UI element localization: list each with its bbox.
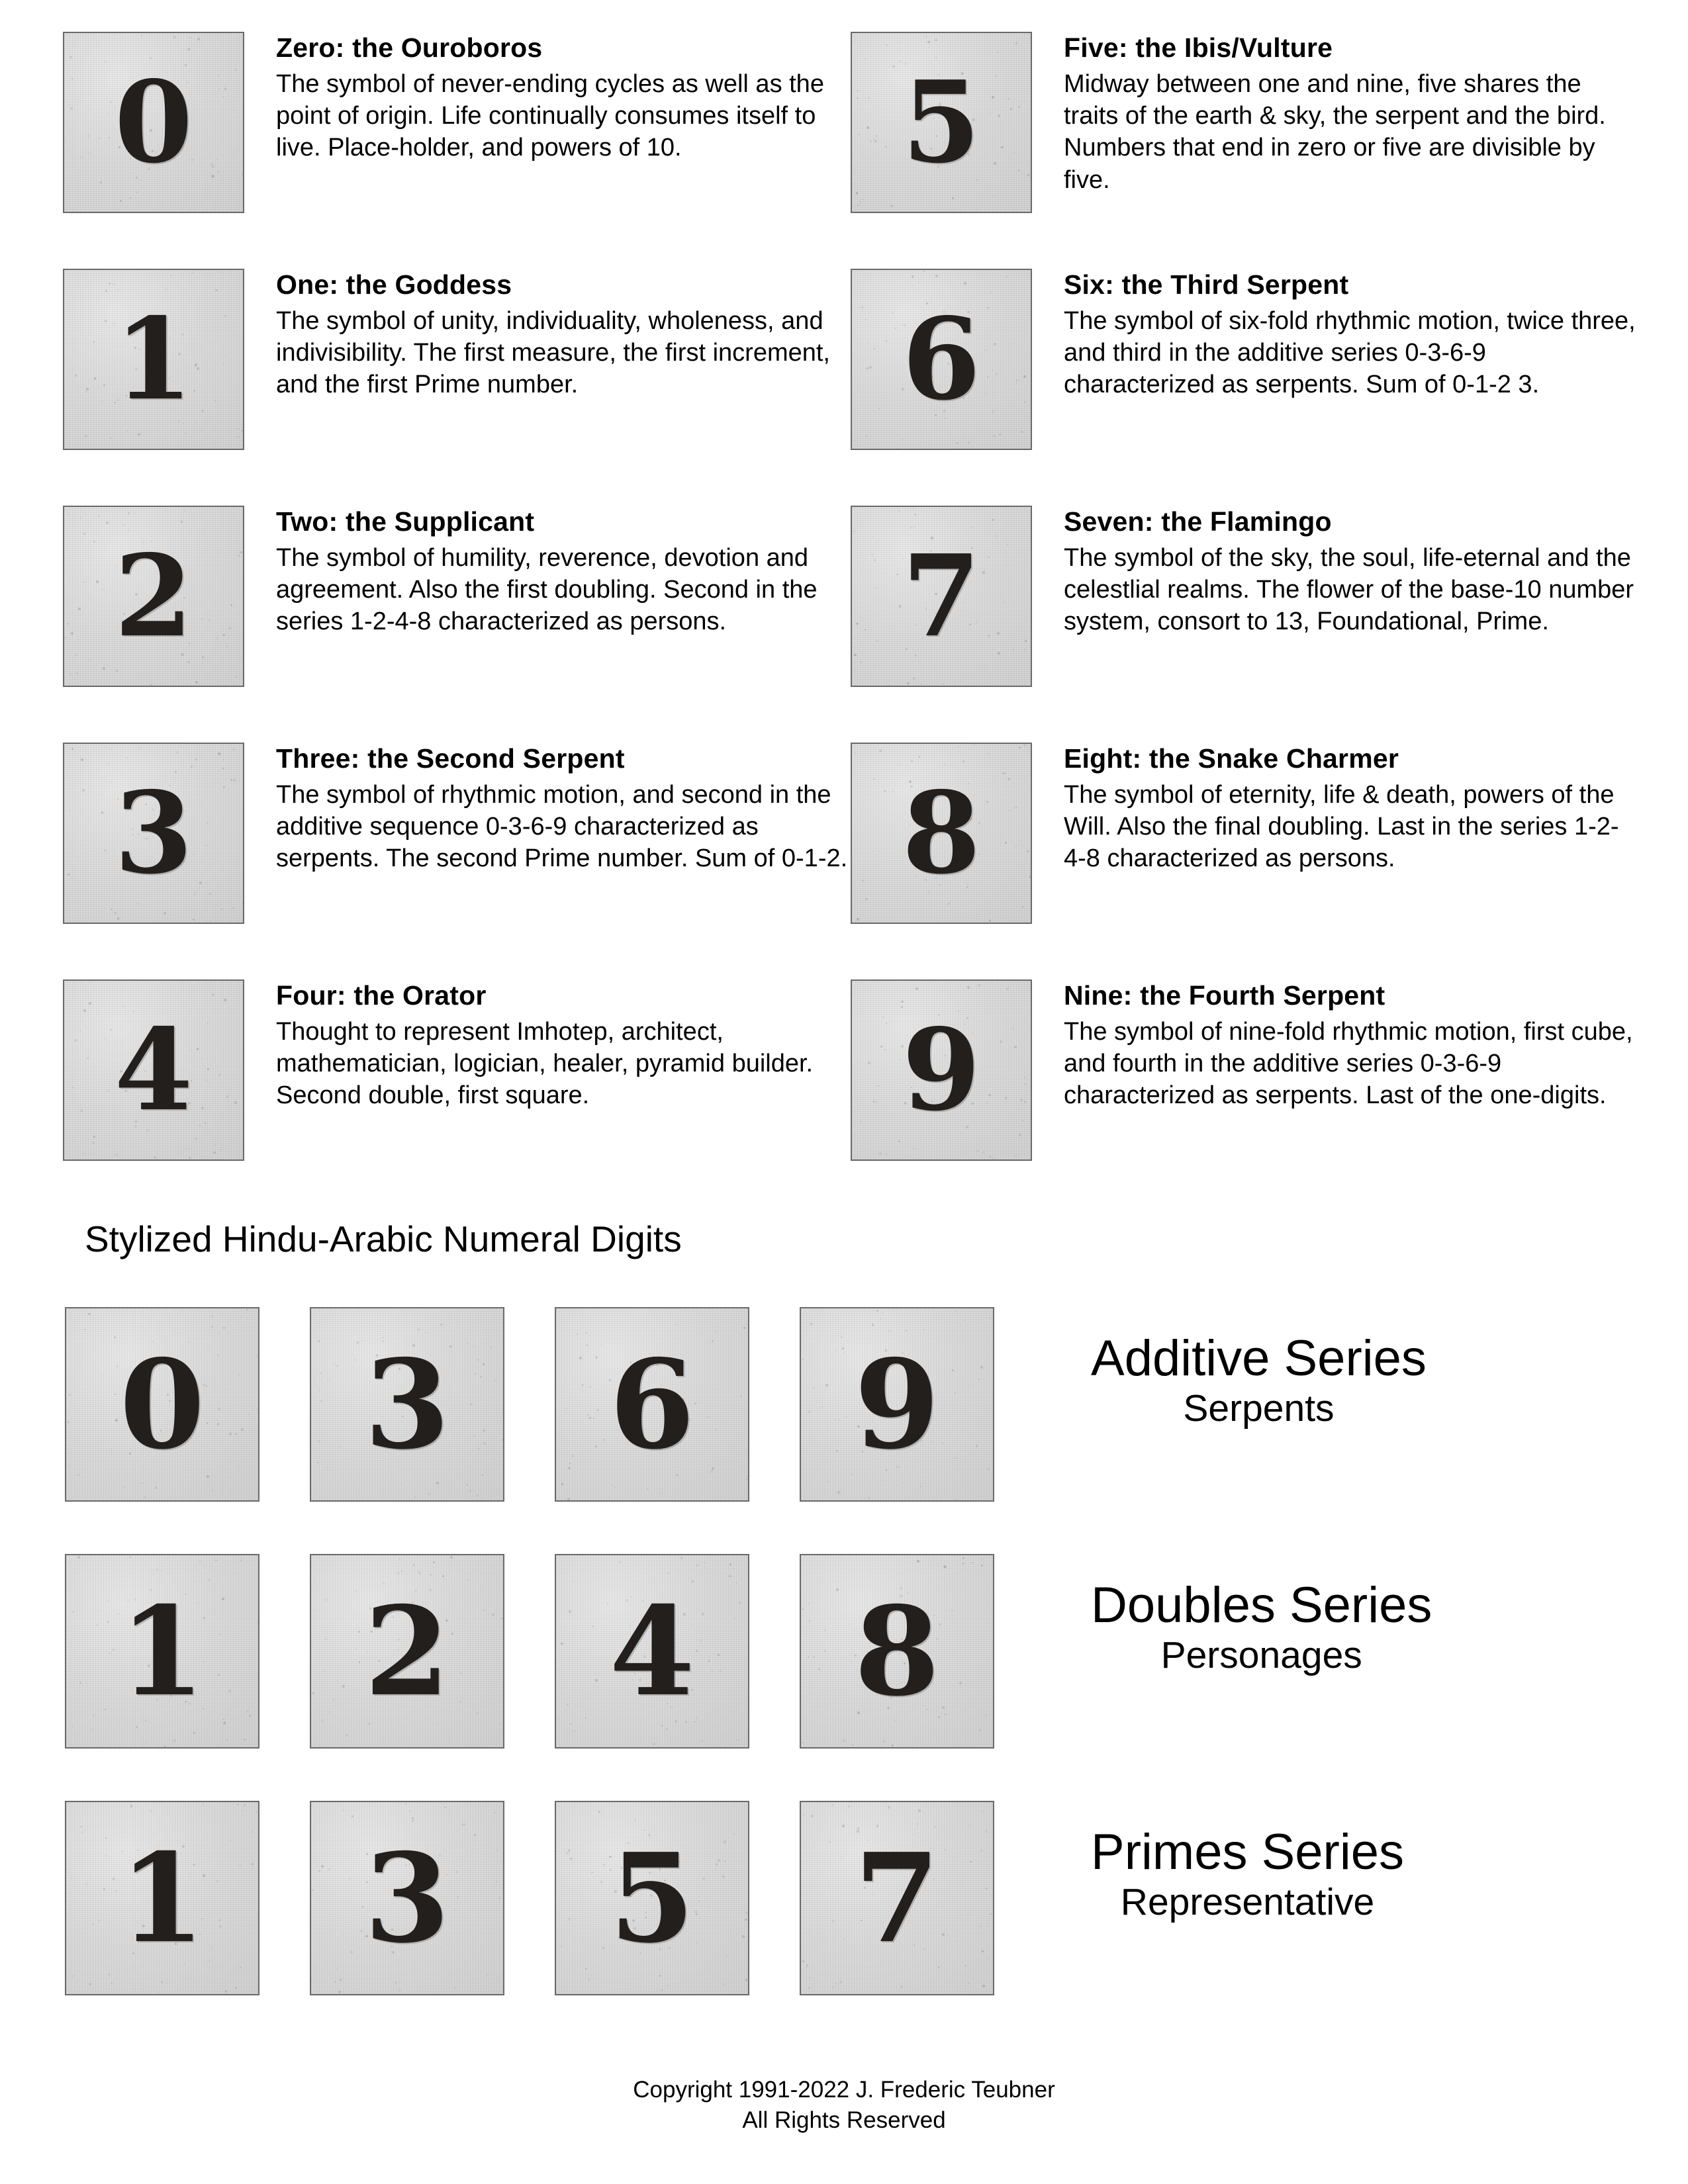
glyph-image-eight: [851, 743, 1032, 924]
numeral-entry-nine: [851, 979, 1638, 1216]
series-row-additive: [65, 1307, 1640, 1554]
glyph-figure: 2: [364, 1578, 450, 1723]
entry-text: [276, 32, 851, 164]
rights-line: All Rights Reserved: [742, 2107, 946, 2134]
glyph-image-additive-0: [65, 1307, 259, 1502]
series-glyph-strip: [65, 1801, 1045, 1995]
entry-title: Seven: the Flamingo: [1064, 506, 1332, 537]
glyph-image-three: [63, 743, 244, 924]
glyph-figure: 0: [119, 1332, 205, 1477]
glyph-figure: 9: [902, 1004, 981, 1136]
series-name: Primes Series: [1091, 1824, 1404, 1880]
entry-description: Midway between one and nine, five shares the traits of the earth & sky, the serpent and the bird. Numbers that end in zero or five are divisible by five.: [1064, 69, 1606, 194]
glyph-figure: 4: [114, 1004, 193, 1136]
glyph-figure: 5: [902, 56, 981, 189]
section-heading: Stylized Hindu-Arabic Numeral Digits: [85, 1218, 682, 1259]
entry-title: Six: the Third Serpent: [1064, 269, 1349, 300]
glyph-image-two: [63, 506, 244, 687]
glyph-image-seven: [851, 506, 1032, 687]
entry-title: One: the Goddess: [276, 269, 512, 300]
entry-text: [276, 743, 851, 875]
entry-title: Zero: the Ouroboros: [276, 32, 543, 63]
glyph-figure: 3: [364, 1332, 450, 1477]
entry-title: Five: the Ibis/Vulture: [1064, 32, 1333, 63]
series-row-doubles: [65, 1554, 1640, 1801]
series-subtitle: Representative: [1120, 1880, 1375, 1923]
series-name: Additive Series: [1091, 1330, 1427, 1387]
glyph-image-six: [851, 269, 1032, 450]
glyph-image-primes-5: [555, 1801, 749, 1995]
glyph-image-one: [63, 269, 244, 450]
glyph-image-zero: [63, 32, 244, 213]
numeral-entry-one: [63, 269, 851, 506]
entry-text: [1064, 32, 1638, 196]
series-row-primes: [65, 1801, 1640, 2048]
glyph-image-nine: [851, 979, 1032, 1161]
series-label-additive: [1091, 1307, 1427, 1429]
numeral-entry-four: [63, 979, 851, 1216]
entry-title: Two: the Supplicant: [276, 506, 535, 537]
glyph-figure: 7: [854, 1825, 940, 1970]
glyph-image-doubles-1: [65, 1554, 259, 1749]
series-subtitle: Personages: [1160, 1633, 1362, 1676]
glyph-image-doubles-2: [310, 1554, 504, 1749]
glyph-image-four: [63, 979, 244, 1161]
series-glyph-strip: [65, 1554, 1045, 1749]
entry-text: [1064, 506, 1638, 638]
glyph-image-additive-9: [800, 1307, 994, 1502]
glyph-image-doubles-8: [800, 1554, 994, 1749]
glyph-figure: 8: [902, 767, 981, 899]
glyph-image-primes-7: [800, 1801, 994, 1995]
numeral-entry-eight: [851, 743, 1638, 979]
glyph-figure: 4: [609, 1578, 695, 1723]
entry-text: [1064, 979, 1638, 1112]
series-glyph-strip: [65, 1307, 1045, 1502]
entry-description: The symbol of never-ending cycles as well as the point of origin. Life continually consumes itself to live. Place-holder, and powers of 10.: [276, 69, 824, 162]
entry-title: Nine: the Fourth Serpent: [1064, 980, 1385, 1011]
entry-description: The symbol of humility, reverence, devotion and agreement. Also the first doubling. Second in the series 1-2-4-8 characterized as persons.: [276, 543, 818, 636]
glyph-figure: 7: [902, 530, 981, 662]
glyph-figure: 2: [114, 530, 193, 662]
glyph-figure: 3: [114, 767, 193, 899]
glyph-figure: 1: [119, 1825, 205, 1970]
entry-text: [276, 506, 851, 638]
numeral-entry-three: [63, 743, 851, 979]
glyph-figure: 1: [119, 1578, 205, 1723]
entry-title: Eight: the Snake Charmer: [1064, 743, 1399, 774]
entry-description: The symbol of unity, individuality, wholeness, and indivisibility. The first measure, the first increment, and the first Prime number.: [276, 306, 830, 399]
copyright-footer: [0, 2075, 1688, 2136]
glyph-figure: 3: [364, 1825, 450, 1970]
glyph-image-additive-6: [555, 1307, 749, 1502]
glyph-image-five: [851, 32, 1032, 213]
entry-description: Thought to represent Imhotep, architect, mathematician, logician, healer, pyramid builder. Second double, first square.: [276, 1017, 814, 1110]
glyph-image-additive-3: [310, 1307, 504, 1502]
series-name: Doubles Series: [1091, 1577, 1432, 1633]
glyph-figure: 0: [114, 56, 193, 189]
numeral-entry-seven: [851, 506, 1638, 743]
glyph-figure: 1: [114, 293, 193, 426]
entry-description: The symbol of eternity, life & death, powers of the Will. Also the final doubling. Last in the series 1-2-4-8 characterized as persons.: [1064, 780, 1619, 873]
entry-title: Four: the Orator: [276, 980, 487, 1011]
numeral-entry-two: [63, 506, 851, 743]
glyph-figure: 6: [902, 293, 981, 426]
entry-text: [1064, 269, 1638, 401]
numeral-entry-zero: [63, 32, 851, 269]
entry-text: [276, 979, 851, 1112]
glyph-image-primes-3: [310, 1801, 504, 1995]
series-section: [65, 1307, 1640, 2048]
entry-text: [1064, 743, 1638, 875]
entry-title: Three: the Second Serpent: [276, 743, 625, 774]
glyph-figure: 6: [609, 1332, 695, 1477]
numeral-entry-six: [851, 269, 1638, 506]
series-subtitle: Serpents: [1183, 1387, 1335, 1430]
entry-description: The symbol of nine-fold rhythmic motion, first cube, and fourth in the additive series 0-3-6-9 characterized as serpents. Last of the one-digits.: [1064, 1017, 1633, 1110]
entry-description: The symbol of the sky, the soul, life-eternal and the celestlial realms. The flower of the base-10 number system, consort to 13, Foundational, Prime.: [1064, 543, 1634, 636]
glyph-figure: 9: [854, 1332, 940, 1477]
entry-description: The symbol of rhythmic motion, and second in the additive sequence 0-3-6-9 characterized as serpents. The second Prime number. Sum of 0-1-2.: [276, 780, 848, 873]
entry-text: [276, 269, 851, 401]
series-label-doubles: [1091, 1554, 1432, 1676]
glyph-image-doubles-4: [555, 1554, 749, 1749]
copyright-line: Copyright 1991-2022 J. Frederic Teubner: [633, 2077, 1055, 2103]
series-label-primes: [1091, 1801, 1404, 1923]
numeral-entry-five: [851, 32, 1638, 269]
glyph-figure: 5: [609, 1825, 695, 1970]
entry-description: The symbol of six-fold rhythmic motion, twice three, and third in the additive series 0-3-6-9 characterized as serpents. Sum of 0-1-2 3.: [1064, 306, 1636, 399]
glyph-figure: 8: [854, 1578, 940, 1723]
glyph-image-primes-1: [65, 1801, 259, 1995]
numeral-entries-grid: [63, 32, 1638, 1216]
